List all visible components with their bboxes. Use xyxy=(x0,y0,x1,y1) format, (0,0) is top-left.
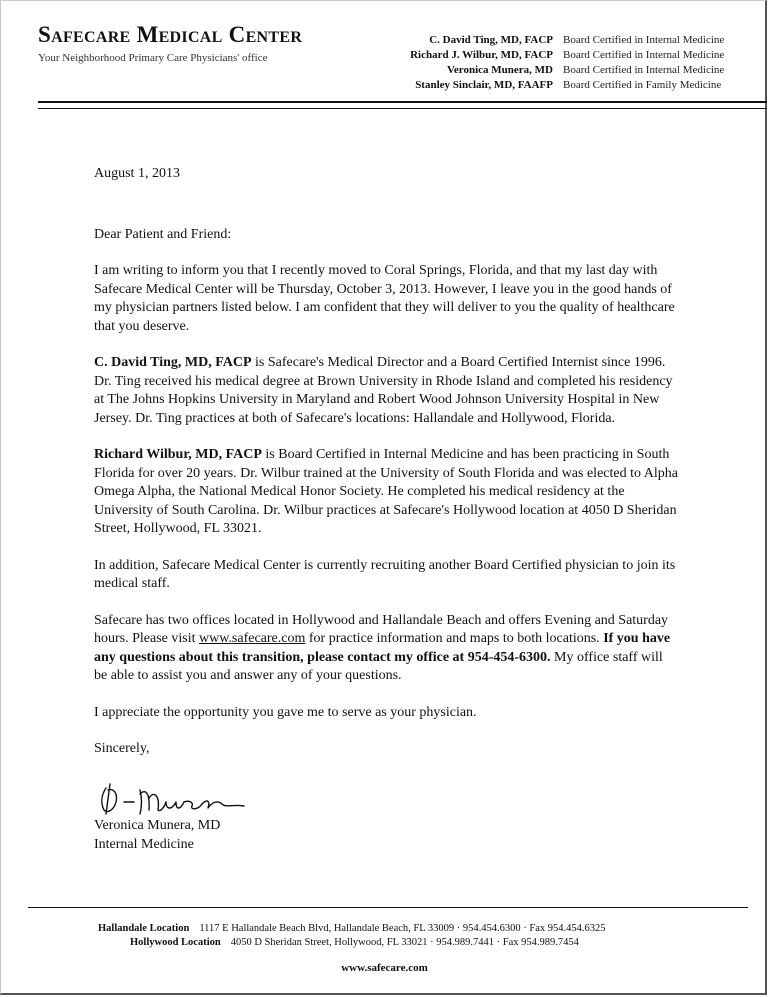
ting-text: is Safecare's Medical Director and a Board Certified Internist since 1996. Dr. Ting received his medical degree at Brown University in Rhode Island and completed his residency at The Johns Hopkins University in Maryland and Robert Wood Johnson University Hospital in New Jersey. Dr. Ting practices at both of Safecare's locations: Hallandale and Hollywood, Florida. xyxy=(94,355,673,426)
physician-board: Board Certified in Internal Medicine xyxy=(563,34,725,46)
physician-row xyxy=(365,33,765,48)
location-label: Hallandale Location xyxy=(98,923,190,934)
physician-name: C. David Ting, MD, FACP xyxy=(429,34,553,46)
paragraph-wilbur xyxy=(94,446,679,539)
paragraph-intro: I am writing to inform you that I recently moved to Coral Springs, Florida, and that my last day with Safecare Medical Center will be Thursday, October 3, 2013. However, I leave you in the good hands of my physician partners listed below. I am confident that they will deliver to you the quality of healthcare that you deserve. xyxy=(94,263,675,334)
footer-location-hollywood xyxy=(130,936,579,950)
physician-row xyxy=(365,48,765,63)
letterhead-rule-top xyxy=(38,101,767,103)
physician-board: Board Certified in Internal Medicine xyxy=(563,64,725,76)
location-address: 1117 E Hallandale Beach Blvd, Hallandale Beach, FL 33009 · 954.454.6300 · Fax 954.454.6325 xyxy=(199,923,606,934)
wilbur-text: is Board Certified in Internal Medicine and has been practicing in South Florida for over 20 years. Dr. Wilbur trained at the University of South Florida and was elected to Alpha Omega Alpha, the National Medical Honor Society. He completed his medical residency at the University of South Carolina. Dr. Wilbur practices at Safecare's Hollywood location at 4050 D Sheridan Street, Hollywood, FL 33021. xyxy=(94,447,678,536)
physician-name: Stanley Sinclair, MD, FAAFP xyxy=(415,79,553,91)
closing: Sincerely, xyxy=(94,741,150,756)
paragraph-offices xyxy=(94,612,679,686)
footer-rule xyxy=(28,907,748,908)
physician-board: Board Certified in Internal Medicine xyxy=(563,49,725,61)
salutation: Dear Patient and Friend: xyxy=(94,226,232,242)
sender-name: Veronica Munera, MD xyxy=(94,818,221,833)
physician-name: Richard J. Wilbur, MD, FACP xyxy=(410,49,553,61)
paragraph-ting xyxy=(94,354,679,428)
physician-list xyxy=(365,33,765,93)
practice-name: Safecare Medical Center xyxy=(38,22,303,47)
offices-text-c: My office staff will be able to assist you and answer any of your questions. xyxy=(94,649,663,683)
signature-image xyxy=(94,780,294,820)
website-link[interactable]: www.safecare.com xyxy=(199,631,306,646)
sender-title: Internal Medicine xyxy=(94,836,194,852)
location-address: 4050 D Sheridan Street, Hollywood, FL 33021 · 954.989.7441 · Fax 954.989.7454 xyxy=(230,937,579,948)
paragraph-recruiting: In addition, Safecare Medical Center is currently recruiting another Board Certified physician to join its medical staff. xyxy=(94,557,676,591)
sender-block xyxy=(94,817,220,854)
footer-website[interactable]: www.safecare.com xyxy=(341,962,428,974)
physician-row xyxy=(365,63,765,78)
paragraph-appreciation: I appreciate the opportunity you gave me to serve as your physician. xyxy=(94,704,477,720)
practice-tagline: Your Neighborhood Primary Care Physicians' office xyxy=(38,52,268,64)
location-label: Hollywood Location xyxy=(130,937,221,948)
physician-board: Board Certified in Family Medicine xyxy=(563,79,722,91)
letter-body xyxy=(94,165,679,777)
physician-name: Veronica Munera, MD xyxy=(446,64,553,76)
letter-date: August 1, 2013 xyxy=(94,166,180,181)
offices-text-a: Safecare has two offices located in Hollywood and Hallandale Beach and offers Evening and Saturday hours. Please visit xyxy=(94,612,669,646)
letterhead-rule-bottom xyxy=(38,108,767,109)
ting-name: C. David Ting, MD, FACP xyxy=(94,355,252,370)
contact-notice: If you have any questions about this transition, please contact my office at 954-454-6300. xyxy=(94,631,671,665)
physician-row xyxy=(365,78,765,93)
wilbur-name: Richard Wilbur, MD, FACP xyxy=(94,447,262,462)
offices-text-b: for practice information and maps to both locations. xyxy=(305,631,604,646)
footer-location-hallandale xyxy=(98,922,606,936)
